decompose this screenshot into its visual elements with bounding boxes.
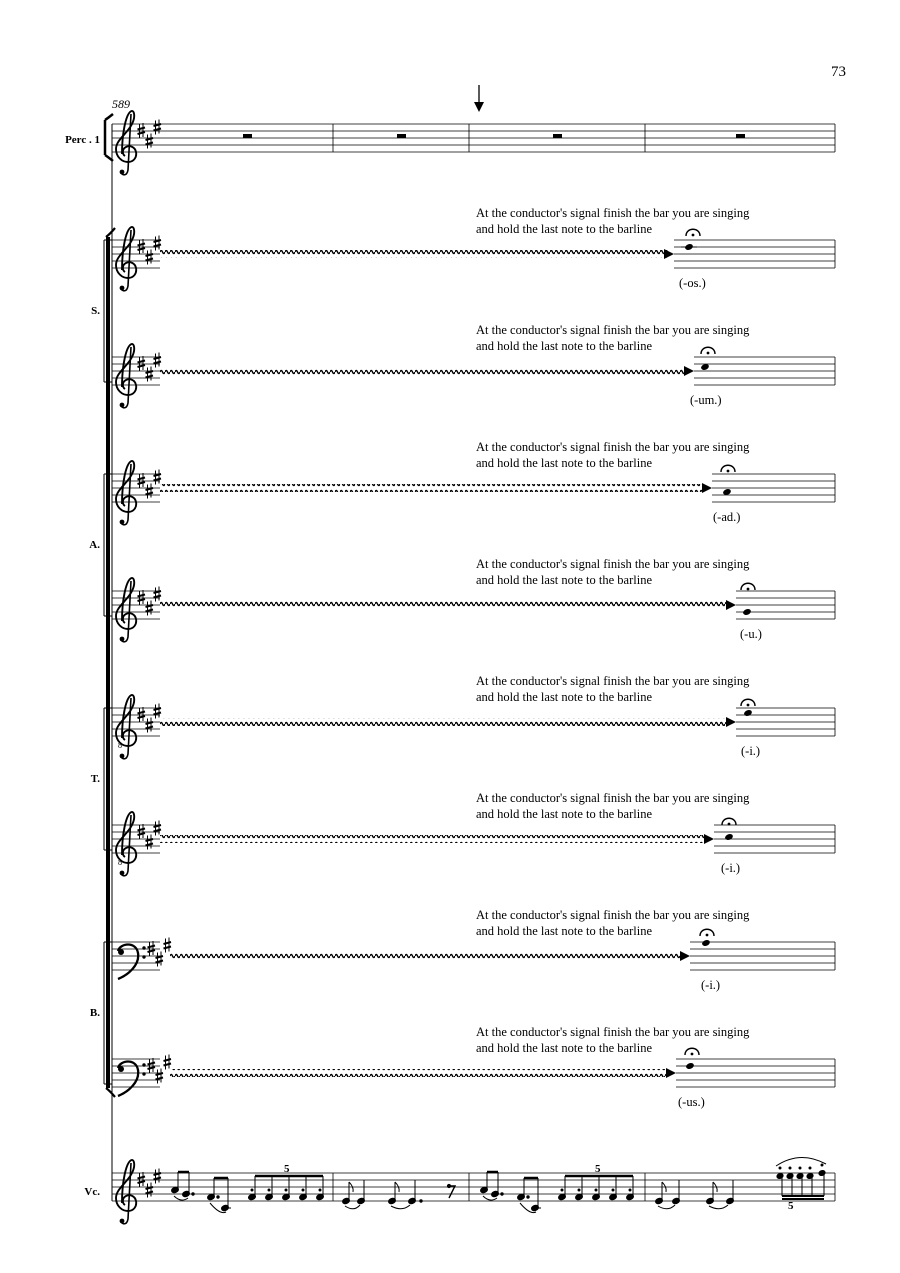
voice-instruction-b1: At the conductor's signal finish the bar you are singing and hold the last note to the barline: [476, 908, 750, 938]
staff-soprano-2: [112, 344, 835, 408]
entry-arrow-icon: [474, 85, 484, 112]
tuplet-number: 5: [788, 1200, 794, 1212]
voice-instruction-s2: At the conductor's signal finish the bar you are singing and hold the last note to the barline: [476, 323, 750, 353]
staff-tenor-1: [112, 695, 835, 759]
final-figure: [776, 1157, 826, 1199]
lyric-t1: (-i.): [741, 744, 761, 758]
instrument-label-bass: B.: [89, 1007, 100, 1019]
lyric-s1: (-os.): [679, 276, 706, 290]
staff-cello: [112, 1157, 835, 1223]
choir-bracket: [106, 228, 115, 1097]
lyric-b1: (-i.): [701, 978, 721, 992]
treble-clef-icon: [116, 111, 136, 175]
staff-alto-2: [112, 578, 835, 642]
tuplet-number: 5: [595, 1163, 601, 1175]
lyric-s2: (-um.): [690, 393, 722, 407]
page-number: 73: [831, 64, 846, 80]
tuplet-number: 5: [284, 1163, 290, 1175]
svg-text:8: 8: [118, 858, 122, 867]
staff-soprano-1: [112, 227, 835, 291]
voice-instruction-t2: At the conductor's signal finish the bar you are singing and hold the last note to the barline: [476, 791, 750, 821]
voice-instruction-s1: At the conductor's signal finish the bar you are singing and hold the last note to the barline: [476, 206, 750, 236]
instrument-label-soprano: S.: [91, 305, 100, 317]
rest-icon: [243, 134, 745, 138]
percussion-staff: [112, 124, 835, 152]
staff-bass-1: [112, 929, 835, 979]
instrument-label-cello: Vc.: [84, 1186, 100, 1198]
lyric-b2: (-us.): [678, 1095, 705, 1109]
voice-instruction-a2: At the conductor's signal finish the bar you are singing and hold the last note to the barline: [476, 557, 750, 587]
voice-instruction-b2: At the conductor's signal finish the bar you are singing and hold the last note to the barline: [476, 1025, 750, 1055]
staff-bass-2: [112, 1048, 835, 1096]
instrument-label-percussion: Perc . 1: [65, 134, 100, 146]
lyric-a1: (-ad.): [713, 510, 741, 524]
measure-number: 589: [112, 97, 130, 111]
staff-tenor-2: [112, 812, 835, 876]
lyric-t2: (-i.): [721, 861, 741, 875]
voice-instruction-t1: At the conductor's signal finish the bar you are singing and hold the last note to the barline: [476, 674, 750, 704]
lyric-a2: (-u.): [740, 627, 762, 641]
svg-text:8: 8: [118, 741, 122, 750]
staff-alto-1: [112, 461, 835, 525]
instrument-label-alto: A.: [89, 539, 100, 551]
instrument-label-tenor: T.: [90, 773, 100, 785]
voice-instruction-a1: At the conductor's signal finish the bar you are singing and hold the last note to the barline: [476, 440, 750, 470]
